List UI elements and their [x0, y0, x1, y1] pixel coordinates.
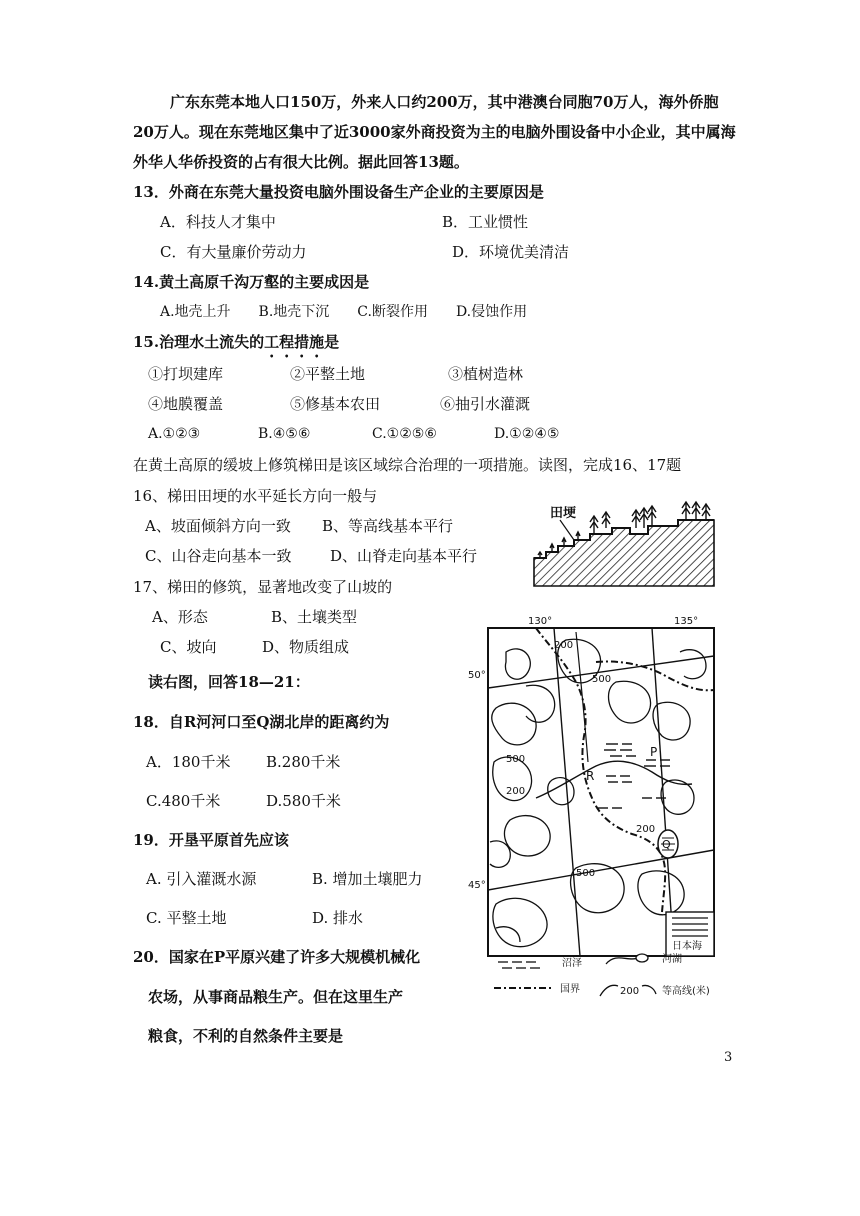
intro-line-1: 广东东莞本地人口150万，外来人口约200万，其中港澳台同胞70万人，海外侨胞	[170, 93, 719, 111]
q15-stem-post: 是	[324, 333, 340, 351]
legend-border-label: 国界	[560, 984, 580, 995]
q16-stem: 16、梯田田埂的水平延长方向一般与	[133, 487, 378, 505]
q14-stem: 14.黄土高原千沟万壑的主要成因是	[133, 273, 370, 291]
q15-item-1: ①打坝建库	[148, 365, 224, 383]
q15-item-2: ②平整土地	[290, 365, 366, 383]
q19-option-a: A. 引入灌溉水源	[146, 870, 257, 888]
topographic-map	[466, 612, 726, 1004]
contour-label-500-c: 500	[576, 868, 596, 879]
q18-option-c: C.480千米	[146, 792, 221, 810]
page-number: 3	[724, 1050, 733, 1065]
q13-stem: 13．外商在东莞大量投资电脑外围设备生产企业的主要原因是	[133, 183, 544, 201]
terrace-diagram	[528, 498, 720, 590]
legend-contour-number: 200	[620, 986, 640, 997]
q15-option-b: B.④⑤⑥	[258, 426, 311, 442]
terrace-label: 田埂	[550, 506, 577, 521]
longitude-135-label: 135°	[674, 616, 699, 627]
legend-contour-label: 等高线(米)	[662, 986, 710, 997]
q15-item-6: ⑥抽引水灌溉	[440, 395, 531, 413]
legend-swamp-label: 沼泽	[562, 958, 582, 969]
q20-stem-line-3: 粮食，不利的自然条件主要是	[148, 1027, 344, 1045]
q15-item-3: ③植树造林	[448, 365, 524, 383]
contour-label-200-b: 200	[506, 786, 526, 797]
q17-option-c: C、坡向	[160, 638, 217, 656]
latitude-50-label: 50°	[468, 670, 486, 681]
q15-stem-pre: 15.治理水土流失的	[133, 333, 265, 351]
legend-river-label: 河湖	[662, 954, 682, 965]
q16-option-d: D、山脊走向基本平行	[330, 547, 478, 565]
q13-option-d: D．环境优美清洁	[452, 243, 570, 261]
q18-option-b: B.280千米	[266, 753, 341, 771]
latitude-45-label: 45°	[468, 880, 486, 891]
q15-stem-emphasis: 工程措施	[264, 333, 325, 351]
q15-option-a: A.①②③	[148, 426, 201, 442]
q16-option-b: B、等高线基本平行	[322, 517, 454, 535]
q17-option-b: B、土壤类型	[271, 608, 358, 626]
q16-17-intro: 在黄土高原的缓坡上修筑梯田是该区域综合治理的一项措施。读图，完成16、17题	[133, 456, 682, 474]
q19-option-c: C. 平整土地	[146, 909, 227, 927]
q18-option-a: A．180千米	[146, 753, 231, 771]
q20-stem-line-2: 农场，从事商品粮生产。但在这里生产	[148, 988, 404, 1006]
q13-option-b: B．工业惯性	[442, 213, 529, 231]
q15-stem	[133, 332, 339, 361]
q19-option-b: B. 增加土壤肥力	[312, 870, 423, 888]
q18-option-d: D.580千米	[266, 792, 341, 810]
label-r: R	[586, 769, 595, 783]
contour-label-200-a: 200	[554, 640, 574, 651]
q14-options: A.地壳上升 B.地壳下沉 C.断裂作用 D.侵蚀作用	[160, 304, 528, 320]
label-q: Q	[662, 838, 671, 851]
map-legend	[494, 952, 710, 997]
sea-label: 日本海	[672, 941, 702, 952]
q17-option-d: D、物质组成	[262, 638, 350, 656]
contour-label-200-c: 200	[636, 824, 656, 835]
intro-line-3: 外华人华侨投资的占有很大比例。据此回答13题。	[133, 153, 469, 171]
q18-stem: 18．自R河河口至Q湖北岸的距离约为	[133, 713, 390, 731]
q19-option-d: D. 排水	[312, 909, 364, 927]
label-p: P	[650, 745, 658, 759]
contour-label-500-b: 500	[506, 754, 526, 765]
q17-stem: 17、梯田的修筑，显著地改变了山坡的	[133, 578, 393, 596]
q15-item-4: ④地膜覆盖	[148, 395, 224, 413]
intro-line-2: 20万人。现在东莞地区集中了近3000家外商投资为主的电脑外围设备中小企业，其中属海	[133, 123, 736, 141]
q16-option-a: A、坡面倾斜方向一致	[145, 517, 291, 535]
contour-label-500-a: 500	[592, 674, 612, 685]
q13-option-a: A．科技人才集中	[160, 213, 276, 231]
q18-21-intro: 读右图，回答18—21：	[148, 673, 310, 691]
q20-stem-line-1: 20．国家在P平原兴建了许多大规模机械化	[133, 948, 421, 966]
q15-option-c: C.①②⑤⑥	[372, 426, 437, 442]
q17-option-a: A、形态	[152, 608, 208, 626]
q13-option-c: C．有大量廉价劳动力	[160, 243, 307, 261]
q15-option-d: D.①②④⑤	[494, 426, 560, 442]
q19-stem: 19．开垦平原首先应该	[133, 831, 289, 849]
q15-item-5: ⑤修基本农田	[290, 395, 381, 413]
q16-option-c: C、山谷走向基本一致	[145, 547, 292, 565]
longitude-130-label: 130°	[528, 616, 553, 627]
